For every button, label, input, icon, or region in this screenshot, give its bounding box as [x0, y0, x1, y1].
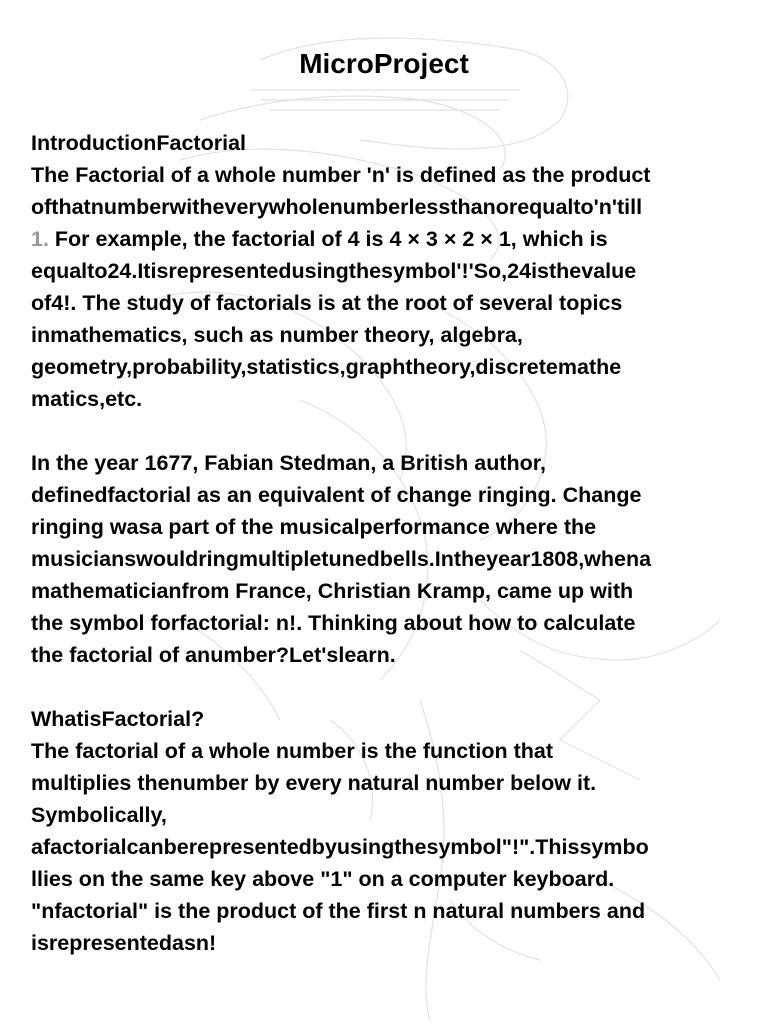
text-line: geometry,probability,statistics,graphtheory,discretemathe: [31, 355, 622, 379]
text-line: isrepresentedasn!: [31, 931, 217, 955]
text-line: The factorial of a whole number is the function that: [31, 739, 554, 763]
section-heading: WhatisFactorial?: [31, 707, 205, 731]
text-line: equalto24.Itisrepresentedusingthesymbol'!'So,24isthevalue: [31, 259, 637, 283]
text-line: IntroductionFactorial: [31, 131, 246, 155]
text-line: mathematicianfrom France, Christian Kramp, came up with: [31, 579, 634, 603]
text-line: The Factorial of a whole number 'n' is defined as the product: [31, 163, 651, 187]
text-line: inmathematics, such as number theory, algebra,: [31, 323, 523, 347]
text-line: the factorial of anumber?Let'slearn.: [31, 643, 396, 667]
text-line: In the year 1677, Fabian Stedman, a British author,: [31, 451, 546, 475]
text-line-rest: For example, the factorial of 4 is 4 × 3 × 2 × 1, which is: [48, 227, 608, 251]
page-title: MicroProject: [299, 48, 469, 79]
grey-number: 1.: [31, 227, 49, 251]
text-line: ofthatnumberwitheverywholenumberlessthanorequalto'n'till: [31, 195, 643, 219]
text-line: matics,etc.: [31, 387, 143, 411]
text-line: musicianswouldringmultipletunedbells.Intheyear1808,whena: [31, 547, 652, 571]
text-line: the symbol forfactorial: n!. Thinking about how to calculate: [31, 611, 636, 635]
text-line: "nfactorial" is the product of the first n natural numbers and: [31, 899, 646, 923]
text-line: of4!. The study of factorials is at the root of several topics: [31, 291, 623, 315]
text-line: llies on the same key above "1" on a computer keyboard.: [31, 867, 615, 891]
text-line: definedfactorial as an equivalent of change ringing. Change: [31, 483, 642, 507]
text-line: Symbolically,: [31, 803, 167, 827]
text-line: [31, 224, 608, 254]
text-line: multiplies thenumber by every natural number below it.: [31, 771, 597, 795]
text-line: afactorialcanberepresentedbyusingthesymbol"!".Thissymbo: [31, 835, 649, 859]
text-line: ringing wasa part of the musicalperformance where the: [31, 515, 597, 539]
